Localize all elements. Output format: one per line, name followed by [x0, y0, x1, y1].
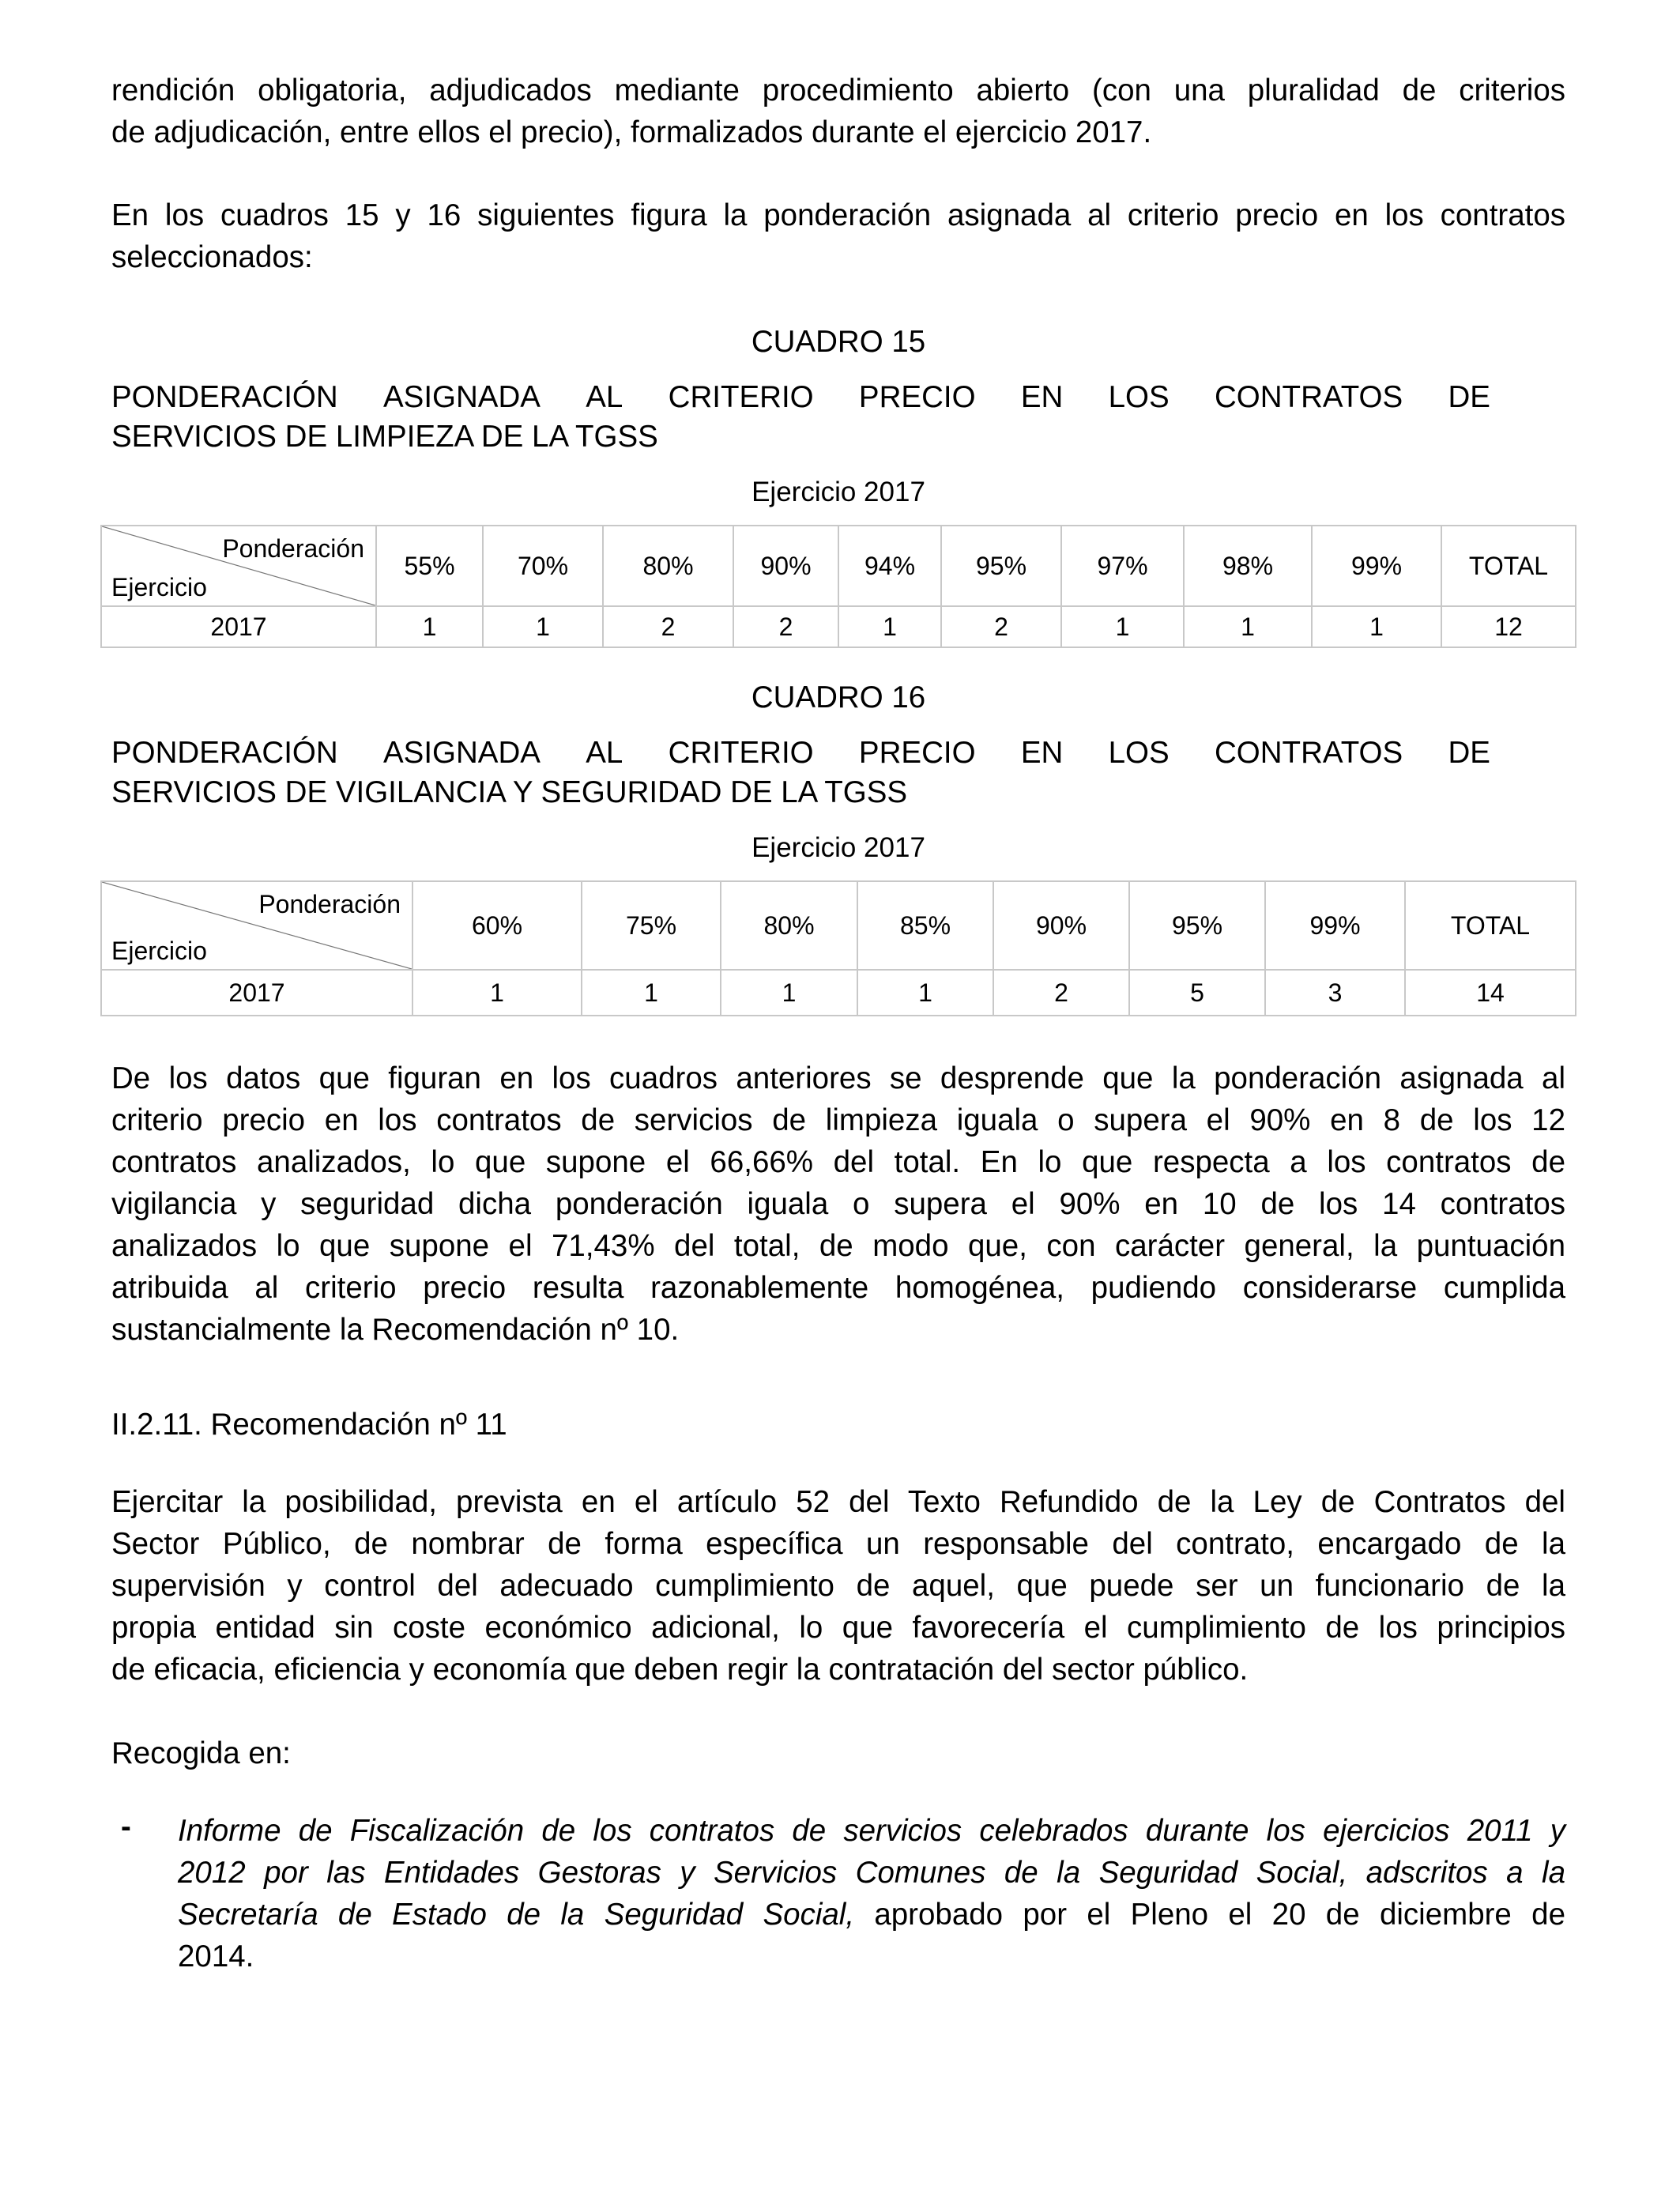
recommendation-line: supervisión y control del adecuado cumplimiento de aquel, que puede ser un funcionario de la	[111, 1569, 1565, 1603]
cuadro16-row-label: 2017	[101, 970, 412, 1016]
bullet-line-4: 2014.	[178, 1940, 254, 1973]
recommendation-paragraph	[111, 1481, 1565, 1691]
title-word: CRITERIO	[668, 380, 814, 414]
bullet-line-1: Informe de Fiscalización de los contratos de servicios celebrados durante los ejercicios 2011 y	[178, 1814, 1565, 1848]
header-cell: 99%	[1312, 526, 1441, 606]
conclusion-line: sustancialmente la Recomendación nº 10.	[111, 1313, 680, 1347]
cuadro16-title-line-2: SERVICIOS DE VIGILANCIA Y SEGURIDAD DE LA TGSS	[111, 775, 908, 809]
cuadro15-row-label: 2017	[101, 606, 376, 647]
value-cell: 14	[1405, 970, 1576, 1016]
cuadro16-corner-top: Ponderación	[258, 890, 401, 918]
header-cell: 99%	[1265, 881, 1405, 970]
conclusion-line: atribuida al criterio precio resulta razonablemente homogénea, pudiendo considerarse cumplida	[111, 1271, 1565, 1305]
cuadro16-title	[111, 733, 1490, 812]
value-cell: 1	[582, 970, 721, 1016]
intro-line-2: de adjudicación, entre ellos el precio), formalizados durante el ejercicio 2017.	[111, 115, 1152, 149]
title-word: EN	[1020, 736, 1064, 770]
cuadros-line-2: seleccionados:	[111, 240, 313, 274]
title-word: CONTRATOS	[1215, 736, 1403, 770]
header-cell: 75%	[582, 881, 721, 970]
conclusion-line: contratos analizados, lo que supone el 66,66% del total. En lo que respecta a los contratos de	[111, 1145, 1565, 1179]
title-word: AL	[586, 380, 623, 414]
cuadro16-heading: CUADRO 16	[751, 680, 926, 714]
value-cell: 1	[1312, 606, 1441, 647]
cuadro15-corner-top: Ponderación	[222, 534, 364, 563]
title-word: DE	[1448, 380, 1490, 414]
bullet-item	[111, 1810, 1565, 1977]
value-cell: 2	[941, 606, 1061, 647]
conclusion-line: De los datos que figuran en los cuadros anteriores se desprende que la ponderación asignada al	[111, 1061, 1565, 1095]
section-heading-text: II.2.11. Recomendación nº 11	[111, 1408, 507, 1442]
title-word: EN	[1020, 380, 1064, 414]
cuadro16-title-line-1	[111, 733, 1490, 773]
header-cell: 60%	[412, 881, 582, 970]
value-cell: 1	[1184, 606, 1312, 647]
title-word: LOS	[1108, 736, 1170, 770]
intro-line-1: rendición obligatoria, adjudicados mediante procedimiento abierto (con una pluralidad de criterios	[111, 74, 1565, 107]
cuadro15-heading: CUADRO 15	[751, 325, 926, 359]
header-cell: 98%	[1184, 526, 1312, 606]
cuadro15-data-row	[101, 606, 1576, 647]
cuadro15-title-line-2: SERVICIOS DE LIMPIEZA DE LA TGSS	[111, 420, 658, 454]
value-cell: 3	[1265, 970, 1405, 1016]
cuadro15-title	[111, 378, 1490, 457]
header-cell: 80%	[721, 881, 857, 970]
header-cell: 55%	[376, 526, 483, 606]
cuadro16-data-row	[101, 970, 1576, 1016]
cuadro16-table	[100, 880, 1576, 1016]
value-cell: 1	[412, 970, 582, 1016]
title-word: PRECIO	[858, 380, 976, 414]
value-cell: 1	[838, 606, 941, 647]
title-word: ASIGNADA	[382, 736, 541, 770]
cuadro15-corner-bottom: Ejercicio	[111, 573, 207, 601]
cuadro16-corner-cell	[101, 881, 412, 970]
value-cell: 1	[721, 970, 857, 1016]
title-word: LOS	[1108, 380, 1170, 414]
title-word: CRITERIO	[668, 736, 814, 770]
value-cell: 12	[1441, 606, 1576, 647]
value-cell: 1	[376, 606, 483, 647]
cuadro15-header-row	[101, 526, 1576, 606]
header-cell: 90%	[733, 526, 838, 606]
bullet-text	[178, 1810, 1565, 1977]
cuadro16-header-row	[101, 881, 1576, 970]
conclusion-line: criterio precio en los contratos de servicios de limpieza iguala o supera el 90% en 8 de los 12	[111, 1103, 1565, 1137]
cuadro16-corner-bottom: Ejercicio	[111, 937, 207, 965]
header-cell: 95%	[941, 526, 1061, 606]
value-cell: 1	[483, 606, 603, 647]
header-cell: 90%	[993, 881, 1129, 970]
title-word: PONDERACIÓN	[111, 736, 338, 770]
value-cell: 2	[993, 970, 1129, 1016]
bullet-line-3-italic: Secretaría de Estado de la Seguridad Social,	[178, 1898, 855, 1932]
title-word: PRECIO	[858, 736, 976, 770]
cuadro15-subtitle: Ejercicio 2017	[751, 477, 925, 507]
header-cell: 95%	[1129, 881, 1265, 970]
header-cell: 97%	[1061, 526, 1184, 606]
value-cell: 1	[857, 970, 993, 1016]
recommendation-line: de eficacia, eficiencia y economía que deben regir la contratación del sector público.	[111, 1653, 1249, 1687]
recommendation-line: Sector Público, de nombrar de forma específica un responsable del contrato, encargado de la	[111, 1527, 1565, 1561]
conclusion-line: vigilancia y seguridad dicha ponderación iguala o supera el 90% en 10 de los 14 contratos	[111, 1187, 1565, 1221]
conclusion-paragraph	[111, 1057, 1565, 1351]
cuadro15-title-line-1	[111, 378, 1490, 417]
header-cell: 80%	[603, 526, 733, 606]
section-heading	[111, 1404, 1565, 1446]
title-word: PONDERACIÓN	[111, 380, 338, 414]
cuadro15-corner-cell	[101, 526, 376, 606]
cuadro16-subtitle: Ejercicio 2017	[751, 832, 925, 863]
cuadro15-table	[100, 525, 1576, 648]
value-cell: 5	[1129, 970, 1265, 1016]
title-word: ASIGNADA	[382, 380, 541, 414]
title-word: DE	[1448, 736, 1490, 770]
cuadros-paragraph	[111, 194, 1565, 278]
recommendation-line: propia entidad sin coste económico adicional, lo que favorecería el cumplimiento de los principios	[111, 1611, 1565, 1645]
header-cell: TOTAL	[1441, 526, 1576, 606]
bullet-line-3-rest: aprobado por el Pleno el 20 de diciembre de	[854, 1898, 1565, 1932]
recogida-label	[111, 1732, 1565, 1774]
bullet-line-2: 2012 por las Entidades Gestoras y Servicios Comunes de la Seguridad Social, adscritos a la	[178, 1856, 1565, 1890]
cuadros-line-1: En los cuadros 15 y 16 siguientes figura la ponderación asignada al criterio precio en los contratos	[111, 198, 1565, 232]
recogida-text: Recogida en:	[111, 1736, 291, 1770]
value-cell: 2	[603, 606, 733, 647]
bullet-line-3	[178, 1894, 1565, 1936]
bullet-marker: -	[121, 1810, 131, 1844]
intro-paragraph	[111, 70, 1565, 153]
recommendation-line: Ejercitar la posibilidad, prevista en el artículo 52 del Texto Refundido de la Ley de Contratos del	[111, 1485, 1565, 1519]
header-cell: 70%	[483, 526, 603, 606]
conclusion-line: analizados lo que supone el 71,43% del total, de modo que, con carácter general, la puntuación	[111, 1229, 1565, 1263]
header-cell: TOTAL	[1405, 881, 1576, 970]
value-cell: 2	[733, 606, 838, 647]
title-word: CONTRATOS	[1215, 380, 1403, 414]
title-word: AL	[586, 736, 623, 770]
value-cell: 1	[1061, 606, 1184, 647]
header-cell: 85%	[857, 881, 993, 970]
header-cell: 94%	[838, 526, 941, 606]
